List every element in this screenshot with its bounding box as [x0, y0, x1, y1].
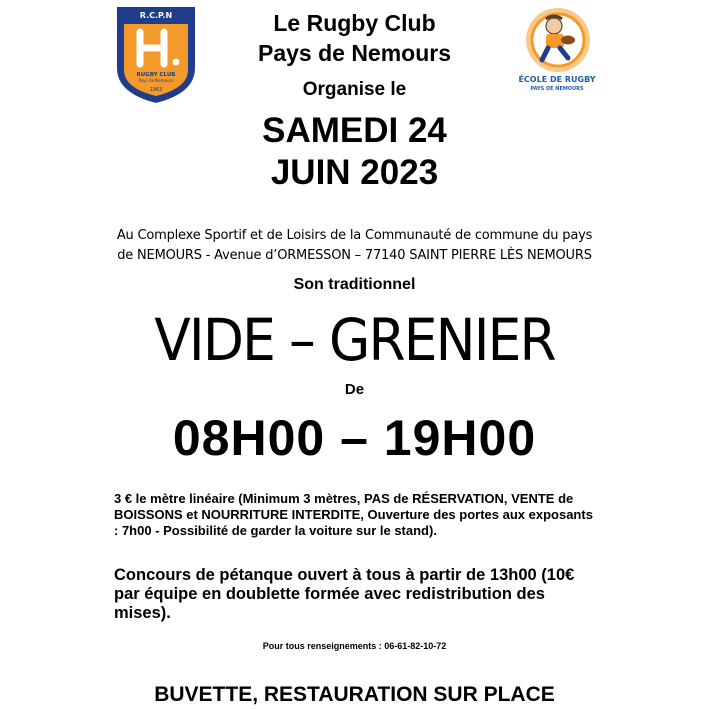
- traditional-label: Son traditionnel: [293, 276, 416, 293]
- logo-left-sub: Pays de Nemours: [138, 78, 174, 83]
- logo-left-club: RUGBY CLUB: [136, 72, 176, 78]
- logo-left-top-text: R.C.P.N: [139, 11, 173, 20]
- event-date-line2: JUIN 2023: [270, 153, 439, 192]
- venue-line2: de NEMOURS - Avenue d’ORMESSON – 77140 SAINT PIERRE LÈS NEMOURS: [117, 248, 592, 263]
- logo-right-line2: PAYS DE NEMOURS: [530, 86, 584, 92]
- pricing-info: 3 € le mètre linéaire (Minimum 3 mètres, PAS de RÉSERVATION, VENTE de BOISSONS et NOURRITURE INTERDITE, Ouverture des portes aux exposants : 7h00 - Possibilité de garder la voiture sur le stand).: [114, 491, 593, 538]
- from-label: De: [344, 381, 365, 398]
- venue-address: [0, 226, 709, 266]
- venue-line1: Au Complexe Sportif et de Loisirs de la Communauté de commune du pays: [116, 228, 593, 243]
- club-title-line2: Pays de Nemours: [257, 40, 452, 66]
- logo-left-year: 1963: [149, 87, 163, 93]
- contact-info: Pour tous renseignements : 06-61-82-10-72: [262, 641, 447, 651]
- event-name: VIDE – GRENIER: [154, 306, 555, 374]
- logo-right-line1: ÉCOLE DE RUGBY: [518, 75, 596, 84]
- petanque-info: Concours de pétanque ouvert à tous à partir de 13h00 (10€ par équipe en doublette formée avec redistribution des mises).: [114, 566, 575, 622]
- buvette-banner: BUVETTE, RESTAURATION SUR PLACE: [154, 683, 555, 706]
- club-title-line1: Le Rugby Club: [273, 10, 436, 36]
- organise-label: Organise le: [302, 79, 407, 100]
- event-date-line1: SAMEDI 24: [262, 111, 447, 150]
- event-hours: 08H00 – 19H00: [172, 410, 537, 466]
